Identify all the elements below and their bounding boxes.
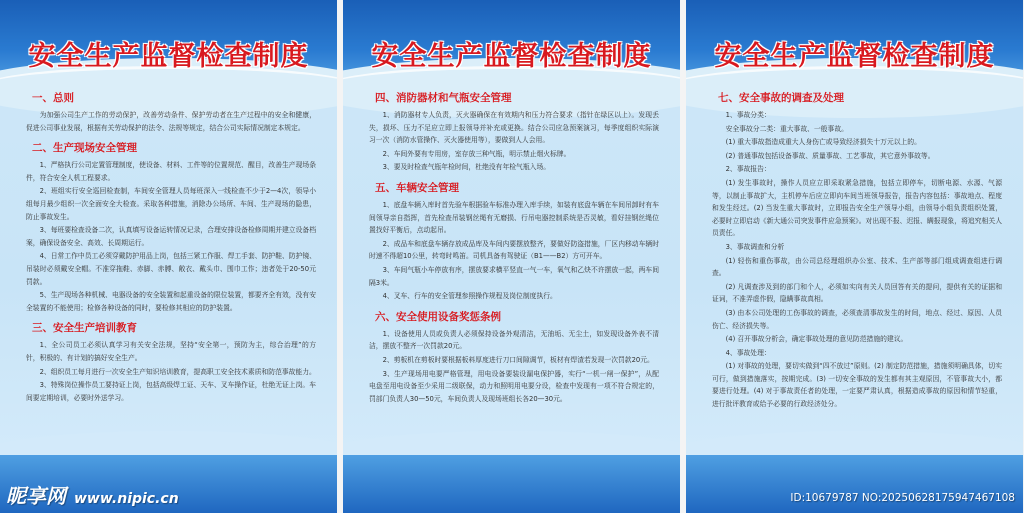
panel-content xyxy=(712,84,1002,412)
panel-title: 安全生产监督检查制度 xyxy=(371,41,652,72)
section-paragraph: (1) 轻伤和重伤事故，由公司总经理组织办公室、技术、生产部等部门组成调查组进行调查。 xyxy=(712,256,1002,278)
section-heading: 四、消防器材和气瓶安全管理 xyxy=(375,92,512,104)
footer-band xyxy=(686,455,1023,513)
section-heading: 二、生产现场安全管理 xyxy=(32,142,137,155)
section-paragraph: 安全事故分二类：重大事故、一般事故。 xyxy=(725,124,848,133)
section-paragraph: (1) 对事故的处理，要切实做到“四不放过”原则。(2) 制定防范措施，措施须明确具体，切实可行，做到措施落实，按期完成。(3) 一切安全事故的发生都有其主观原因，不管事故大小，都要进行处理。(4) 对于事故责任者的处理，一定要严肃认真，根据造成事故的原因和情节轻重，进行批评教育或给予必要的行政经济处分。 xyxy=(712,362,1002,409)
section-heading: 三、安全生产培训教育 xyxy=(32,322,137,335)
section-paragraph: 3、生产现场用电要严格管理，用电设备要装设漏电保护器，实行“一机一闸一保护”，从配电盘至用电设备至少采用二级联保，动力和照明用电要分设，检查中发现有一项不符合规定的，罚部门负责人30—50元，车间负责人及现场班组长各20—30元。 xyxy=(369,369,659,403)
section-paragraph: (1) 重大事故指造成重大人身伤亡或导致经济损失十万元以上的。 xyxy=(725,138,921,147)
section-paragraph: 2、事故报告： xyxy=(725,165,771,174)
section-paragraph: 5、生产现场各种机械、电器设备的安全装置和起重设备的限位装置，都要齐全有效，没有安全装置的不能使用；检修各种设备的同时，要检修其相应的防护装置。 xyxy=(26,291,316,312)
section-heading: 五、车辆安全管理 xyxy=(375,181,459,194)
poster-panel-3 xyxy=(686,0,1023,513)
section-paragraph: 3、特殊岗位操作员工要持证上岗，包括高级焊工证、天车、叉车操作证，杜绝无证上岗。车间要定期培训，必要时外送学习。 xyxy=(26,381,316,402)
section-paragraph: 2、车间外要有专用房，室存放三种气瓶，明示禁止烟火标牌。 xyxy=(382,149,571,158)
section-paragraph: (2) 凡调查涉及到的部门和个人，必须如实向有关人员回答有关的提问，提供有关的证据和证词，不准弄虚作假，隐瞒事故真相。 xyxy=(712,282,1002,304)
watermark-url: www.nipic.cn xyxy=(74,491,179,507)
section-paragraph: 2、剪板机在剪板时要根据板料厚度进行刀口间隙调节，板材有焊渣若发现一次罚款20元。 xyxy=(382,355,654,364)
section-paragraph: 3、要及时检查气瓶年检时间，杜绝没有年检气瓶入场。 xyxy=(382,163,551,172)
section-heading: 七、安全事故的调查及处理 xyxy=(718,92,844,104)
section-paragraph: 1、底盘车辆入库时首先验车根据验车标准办理入库手续，如装有底盘车辆在车间吊卸时有车间领导亲自指挥，首先检查吊装钢丝绳有无磨损、行吊电器控制系统是否灵敏，看好挂钢丝绳位置找好平衡后，点动起吊。 xyxy=(369,200,659,235)
section-heading: 一、总则 xyxy=(32,92,74,104)
section-paragraph: 3、车间气瓶小车停放有序，摆放要求横平竖直一气一车，氧气和乙炔不许摆放一起，两车间隔3米。 xyxy=(369,265,659,287)
section-paragraph: 2、班组实行安全巡回检查制，车间安全管理人员每班深入一线检查不少于2—4次，领导小组每月最少组织一次全面安全大检查。采取各种措施，消除办公场所、车间、生产现场的隐患，防止事故发生。 xyxy=(26,187,316,221)
section-heading: 六、安全使用设备奖惩条例 xyxy=(375,310,501,323)
section-paragraph: 为加强公司生产工作的劳动保护，改善劳动条件、保护劳动者在生产过程中的安全和健康，促进公司事业发展，根据有关劳动保护的法令、法规等规定，结合公司实际情况制定本规定。 xyxy=(26,111,316,132)
watermark-logo xyxy=(6,480,179,509)
footer-band xyxy=(343,455,680,513)
panel-title: 安全生产监督检查制度 xyxy=(714,41,995,72)
section-paragraph: 1、消防器材专人负责，灭火器确保在有效期内和压力符合要求（指针在绿区以上）。发现丢失，损坏、压力不足应立即上报领导并补充或更换。结合公司应急预案演习，每季度组织实际演习一次（消防水管操作、灭火器使用等），要做到人人会用。 xyxy=(369,111,659,145)
section-paragraph: 3、事故调查和分析 xyxy=(725,242,785,251)
section-paragraph: (1) 发生事故时，操作人员应立即采取紧急措施，包括立即停车，切断电源、水源、气源等，以制止事故扩大，主机停车后应立即向车间当班领导报告，报告内容包括：事故地点、程度和发生经过。(2) 当发生重大事故时，立即报告安全生产领导小组，由领导小组负责组织处置，必要时立即启动《新大通公司突发事件应急预案》。对出现不报、迟报、瞒报现象，将追究相关人员责任。 xyxy=(712,178,1002,238)
section-paragraph: 1、全公司员工必须认真学习有关安全法规，坚持“安全第一，预防为主，综合治理”的方针，积极的、有计划的搞好安全生产。 xyxy=(26,341,316,362)
section-paragraph: 4、叉车、行车的安全管理参照操作规程及岗位制度执行。 xyxy=(382,292,557,301)
section-paragraph: 2、成品车和底盘车辆存放成品库及车间内要摆放整齐，要做好防盗措施，厂区内移动车辆时时速不得超10公里，转弯时鸣笛。司机具备有驾驶证（B1——B2）方可开车。 xyxy=(369,239,659,261)
section-paragraph: (3) 由本公司处理的工伤事故的调查，必须查清事故发生的时间，地点、经过、原因、人员伤亡、经济损失等。 xyxy=(712,308,1002,330)
panel-content xyxy=(26,84,316,405)
section-paragraph: 4、事故处理： xyxy=(725,348,771,357)
panel-content xyxy=(369,84,659,406)
poster-panel-2 xyxy=(343,0,680,513)
section-paragraph: (4) 召开事故分析会，确定事故处理的意见防范措施的建议。 xyxy=(725,335,908,344)
section-paragraph: (2) 普通事故包括设备事故、质量事故、工艺事故，其它意外事故等。 xyxy=(725,151,935,160)
section-paragraph: 3、每班要检查设备二次，认真填写设备运转情况记录，合理安排设备检修周期并建立设备档案，确保设备安全、高效、长周期运行。 xyxy=(26,226,316,247)
section-paragraph: 1、事故分类： xyxy=(725,111,771,119)
poster-panel-1 xyxy=(0,0,337,513)
section-paragraph: 1、严格执行公司定置管理制度，使设备、材料、工件等的位置规范、醒目，改善生产现场条件，符合安全人机工程要求。 xyxy=(26,161,316,182)
panel-title: 安全生产监督检查制度 xyxy=(28,41,309,72)
section-paragraph: 1、设备使用人员或负责人必须保持设备外观清洁，无油垢、无尘土，如发现设备外表不清洁，摆放不整齐一次罚款20元。 xyxy=(369,329,659,351)
section-paragraph: 2、组织员工每月进行一次安全生产知识培训教育，提高职工安全技术素质和防范事故能力。 xyxy=(39,367,316,376)
section-paragraph: 4、日常工作中员工必须穿戴防护用品上岗，包括三紧工作服、焊工手套、防护鞋、防护镜、吊装时必须戴安全帽。不准穿拖鞋、赤脚、赤膊、敞衣、戴头巾、围巾工作；违者处于20-50元罚款。 xyxy=(26,252,316,286)
image-id-label: ID:10679787 NO:20250628175947467108 xyxy=(790,492,1015,504)
watermark-brand: 昵享网 xyxy=(6,484,66,508)
